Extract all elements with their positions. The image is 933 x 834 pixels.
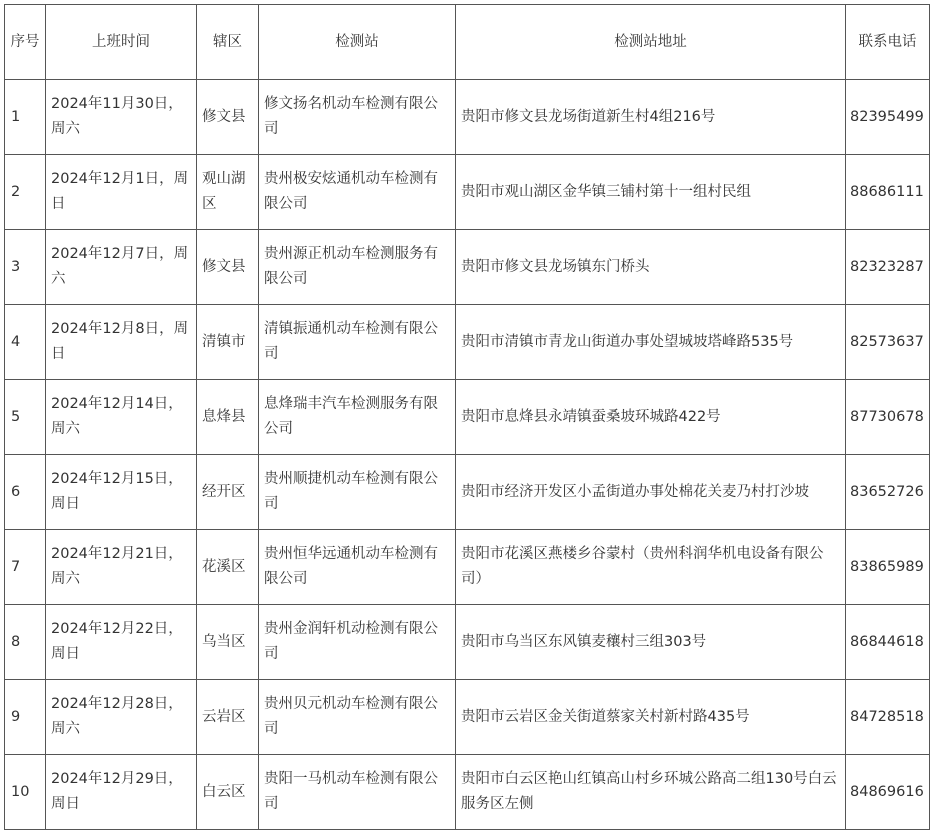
cell-phone: 83865989 bbox=[846, 530, 930, 605]
cell-district: 经开区 bbox=[197, 455, 259, 530]
cell-district: 清镇市 bbox=[197, 305, 259, 380]
cell-index: 5 bbox=[5, 380, 46, 455]
cell-station: 息烽瑞丰汽车检测服务有限公司 bbox=[259, 380, 456, 455]
cell-phone: 87730678 bbox=[846, 380, 930, 455]
cell-station: 清镇振通机动车检测有限公司 bbox=[259, 305, 456, 380]
cell-station: 贵阳一马机动车检测有限公司 bbox=[259, 755, 456, 830]
header-row bbox=[5, 5, 930, 80]
table-row bbox=[5, 605, 930, 680]
cell-time: 2024年12月28日，周六 bbox=[46, 680, 197, 755]
cell-district: 息烽县 bbox=[197, 380, 259, 455]
cell-phone: 83652726 bbox=[846, 455, 930, 530]
cell-address: 贵阳市乌当区东风镇麦穰村三组303号 bbox=[456, 605, 846, 680]
table-row bbox=[5, 155, 930, 230]
cell-index: 4 bbox=[5, 305, 46, 380]
table-row bbox=[5, 380, 930, 455]
cell-time: 2024年12月14日，周六 bbox=[46, 380, 197, 455]
cell-index: 2 bbox=[5, 155, 46, 230]
cell-phone: 86844618 bbox=[846, 605, 930, 680]
cell-index: 1 bbox=[5, 80, 46, 155]
cell-address: 贵阳市云岩区金关街道蔡家关村新村路435号 bbox=[456, 680, 846, 755]
cell-time: 2024年12月21日，周六 bbox=[46, 530, 197, 605]
cell-district: 花溪区 bbox=[197, 530, 259, 605]
cell-address: 贵阳市花溪区燕楼乡谷蒙村（贵州科润华机电设备有限公司） bbox=[456, 530, 846, 605]
cell-address: 贵阳市息烽县永靖镇蚕桑坡环城路422号 bbox=[456, 380, 846, 455]
cell-station: 贵州恒华远通机动车检测有限公司 bbox=[259, 530, 456, 605]
cell-district: 乌当区 bbox=[197, 605, 259, 680]
table-row bbox=[5, 530, 930, 605]
cell-address: 贵阳市经济开发区小孟街道办事处棉花关麦乃村打沙坡 bbox=[456, 455, 846, 530]
cell-time: 2024年12月7日，周六 bbox=[46, 230, 197, 305]
cell-index: 8 bbox=[5, 605, 46, 680]
cell-index: 10 bbox=[5, 755, 46, 830]
cell-index: 7 bbox=[5, 530, 46, 605]
cell-phone: 84728518 bbox=[846, 680, 930, 755]
table-row bbox=[5, 305, 930, 380]
cell-station: 贵州金润轩机动检测有限公司 bbox=[259, 605, 456, 680]
cell-address: 贵阳市白云区艳山红镇高山村乡环城公路高二组130号白云服务区左侧 bbox=[456, 755, 846, 830]
cell-station: 贵州顺捷机动车检测有限公司 bbox=[259, 455, 456, 530]
cell-address: 贵阳市修文县龙场街道新生村4组216号 bbox=[456, 80, 846, 155]
cell-time: 2024年11月30日，周六 bbox=[46, 80, 197, 155]
cell-time: 2024年12月29日，周日 bbox=[46, 755, 197, 830]
cell-address: 贵阳市修文县龙场镇东门桥头 bbox=[456, 230, 846, 305]
header-address: 检测站地址 bbox=[456, 5, 846, 80]
cell-district: 观山湖区 bbox=[197, 155, 259, 230]
cell-station: 贵州贝元机动车检测有限公司 bbox=[259, 680, 456, 755]
cell-phone: 84869616 bbox=[846, 755, 930, 830]
cell-address: 贵阳市清镇市青龙山街道办事处望城坡塔峰路535号 bbox=[456, 305, 846, 380]
cell-district: 修文县 bbox=[197, 230, 259, 305]
cell-time: 2024年12月8日，周日 bbox=[46, 305, 197, 380]
header-phone: 联系电话 bbox=[846, 5, 930, 80]
table-row bbox=[5, 80, 930, 155]
cell-index: 3 bbox=[5, 230, 46, 305]
cell-time: 2024年12月1日，周日 bbox=[46, 155, 197, 230]
header-time: 上班时间 bbox=[46, 5, 197, 80]
cell-time: 2024年12月22日，周日 bbox=[46, 605, 197, 680]
header-district: 辖区 bbox=[197, 5, 259, 80]
cell-address: 贵阳市观山湖区金华镇三铺村第十一组村民组 bbox=[456, 155, 846, 230]
header-station: 检测站 bbox=[259, 5, 456, 80]
cell-station: 贵州极安炫通机动车检测有限公司 bbox=[259, 155, 456, 230]
table-row bbox=[5, 455, 930, 530]
header-index: 序号 bbox=[5, 5, 46, 80]
cell-phone: 88686111 bbox=[846, 155, 930, 230]
cell-phone: 82573637 bbox=[846, 305, 930, 380]
table-row bbox=[5, 230, 930, 305]
cell-district: 云岩区 bbox=[197, 680, 259, 755]
cell-station: 修文扬名机动车检测有限公司 bbox=[259, 80, 456, 155]
table-row bbox=[5, 755, 930, 830]
cell-phone: 82395499 bbox=[846, 80, 930, 155]
table-row bbox=[5, 680, 930, 755]
cell-district: 白云区 bbox=[197, 755, 259, 830]
inspection-schedule-table bbox=[4, 4, 930, 830]
cell-station: 贵州源正机动车检测服务有限公司 bbox=[259, 230, 456, 305]
cell-time: 2024年12月15日，周日 bbox=[46, 455, 197, 530]
cell-index: 6 bbox=[5, 455, 46, 530]
cell-index: 9 bbox=[5, 680, 46, 755]
cell-district: 修文县 bbox=[197, 80, 259, 155]
cell-phone: 82323287 bbox=[846, 230, 930, 305]
